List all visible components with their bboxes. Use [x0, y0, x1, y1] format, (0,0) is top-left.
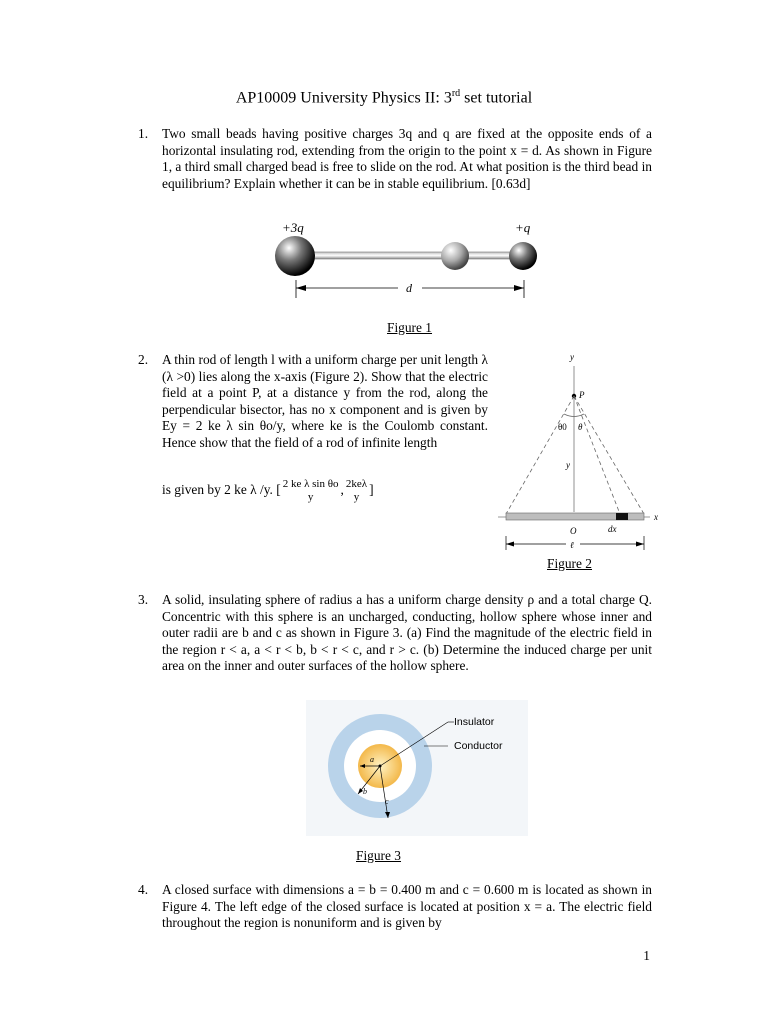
element-dx: [616, 513, 628, 520]
figure-1-caption: Figure 1: [387, 320, 433, 335]
y-axis-label: y: [570, 352, 574, 362]
dashed-right: [574, 396, 644, 514]
theta-label: θ: [578, 422, 583, 432]
question-text: A solid, insulating sphere of radius a has a uniform charge density ρ and a total charge Q. Concentric with this sphere is an uncharged, conducting, hollow sphere whose inner and outer radii are b and c as shown in Figure 3. (a) Find the magnitude of the electric field in the region r < a, a < r < b, b < r < c, and r > c. (b) Determine the induced charge per unit area on the inner and outer surfaces of the hollow sphere.: [162, 592, 652, 673]
charge-label-left: +3q: [282, 220, 304, 235]
question-number: 3.: [138, 592, 149, 607]
question-number: 1.: [138, 126, 149, 141]
length-arrow-left: [506, 542, 514, 547]
dashed-mid: [574, 396, 620, 514]
question-number: 2.: [138, 352, 149, 367]
arrow-left: [296, 285, 306, 291]
page-number: 1: [643, 948, 650, 963]
point-P-label: P: [579, 390, 585, 400]
dx-label: dx: [608, 524, 617, 534]
x-axis-label: x: [654, 512, 658, 522]
radius-a-label: a: [370, 755, 374, 764]
charge-label-right: +q: [515, 220, 531, 235]
question-text: Two small beads having positive charges 3q and q are fixed at the opposite ends of a horizontal insulating rod, extending from the origin to the point x = d. As shown in Figure 1, a third small charged bead is free to slide on the rod. At what position is the third bead in equilibrium? Explain whether it can be in stable equilibrium. [0.63d]: [162, 126, 652, 191]
theta0-label: θ0: [558, 422, 567, 432]
question-text: A thin rod of length l with a uniform charge per unit length λ (λ >0) lies along the x-axis (Figure 2). Show that the electric field at a point P, at a distance y from the rod, along the perpendicular bisector, has no x component and is given by Ey = 2 ke λ sin θo/y, where ke is the Coulomb constant. Hence show that the field of a rod of infinite length: [162, 352, 488, 450]
figure-2-caption: Figure 2: [547, 556, 593, 571]
answer-fraction-2: 2keλ y: [345, 478, 368, 503]
dashed-left: [506, 396, 574, 514]
bead-q: [509, 242, 537, 270]
bead-middle: [441, 242, 469, 270]
distance-y-label: y: [566, 460, 570, 470]
radius-b-label: b: [363, 787, 367, 796]
page-title: AP10009 University Physics II: 3rd set tutorial: [235, 88, 533, 107]
figure-1: [270, 216, 540, 306]
dimension-label: d: [406, 281, 412, 295]
bead-3q: [275, 236, 315, 276]
origin-label: O: [570, 526, 577, 536]
insulating-rod: [300, 252, 525, 259]
conductor-label: Conductor: [454, 740, 503, 752]
figure-3-caption: Figure 3: [356, 848, 402, 863]
length-arrow-right: [636, 542, 644, 547]
question-text-final: is given by 2 ke λ /y. [ 2 ke λ sin θo y , 2keλ y ]: [162, 478, 374, 503]
radius-c-label: c: [385, 797, 389, 806]
question-number: 4.: [138, 882, 149, 897]
length-label: ℓ: [570, 540, 574, 550]
figure-2: [494, 352, 666, 552]
insulator-label: Insulator: [454, 716, 495, 728]
question-text: A closed surface with dimensions a = b = 0.400 m and c = 0.600 m is located as shown in Figure 4. The left edge of the closed surface is located at position x = a. The electric field throughout the region is nonuniform and is given by: [162, 882, 652, 930]
arrow-right: [514, 285, 524, 291]
answer-fraction-1: 2 ke λ sin θo y: [282, 478, 339, 503]
figure-3: [306, 700, 528, 836]
